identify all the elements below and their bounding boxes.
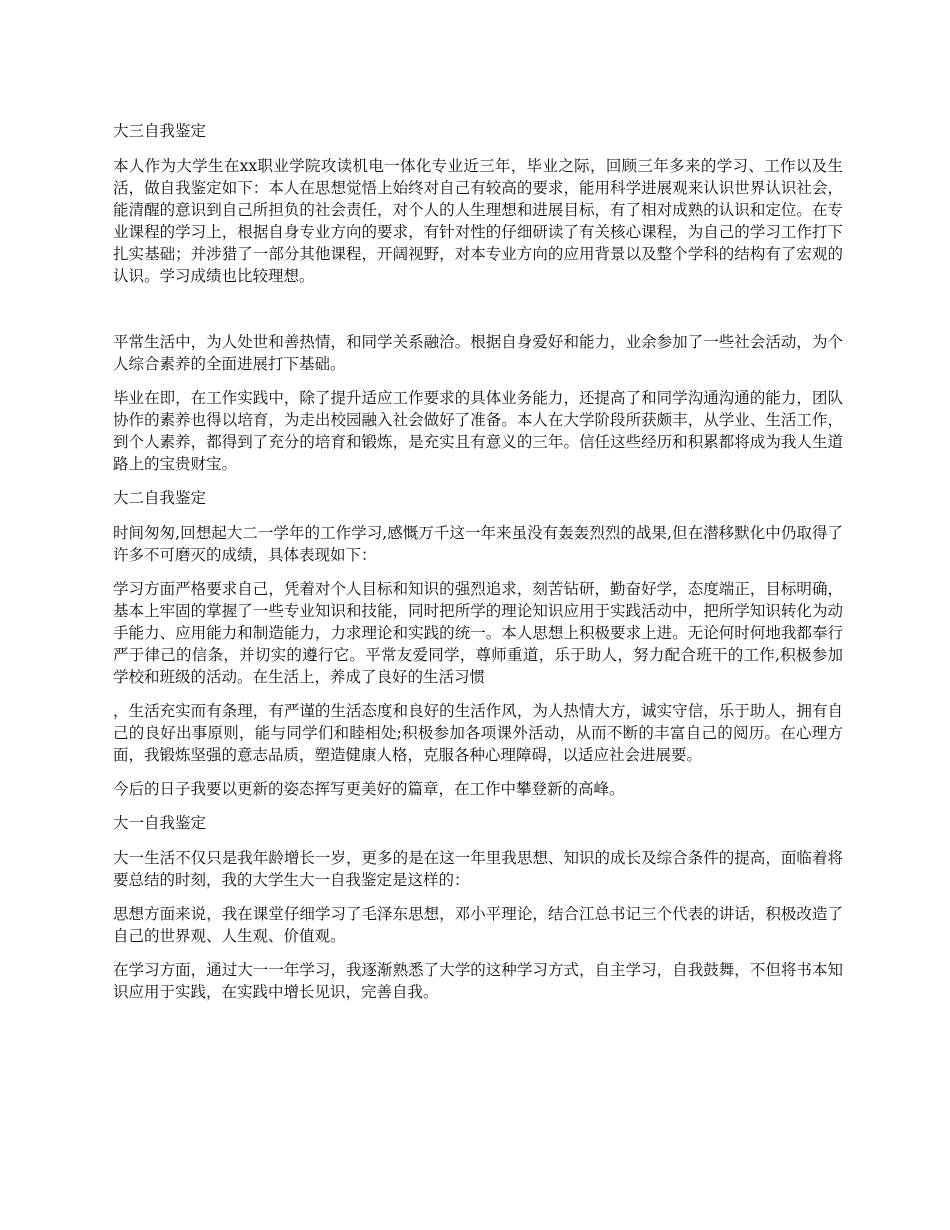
paragraph: 大一生活不仅只是我年龄增长一岁，更多的是在这一年里我思想、知识的成长及综合条件的提高，面临着将要总结的时刻，我的大学生大一自我鉴定是这样的： [113, 849, 843, 889]
paragraph: 学习方面严格要求自己，凭着对个人目标和知识的强烈追求，刻苦钻研，勤奋好学，态度端正，目标明确，基本上牢固的掌握了一些专业知识和技能，同时把所学的理论知识应用于实践活动中，把所学知识转化为动手能力、应用能力和制造能力，力求理论和实践的统一。本人思想上积极要求上进。无论何时何地我都奉行严于律己的信条，并切实的遵行它。平常友爱同学，尊师重道，乐于助人，努力配合班干的工作,积极参加学校和班级的活动。在生活上，养成了良好的生活习惯 [113, 580, 843, 686]
section-heading-senior-year: 大三自我鉴定 [113, 122, 207, 140]
paragraph: 思想方面来说，我在课堂仔细学习了毛泽东思想，邓小平理论，结合江总书记三个代表的讲话，积极改造了自己的世界观、人生观、价值观。 [113, 905, 843, 945]
section-heading-freshman-year: 大一自我鉴定 [113, 814, 207, 832]
paragraph: 时间匆匆,回想起大二一学年的工作学习,感慨万千这一年来虽没有轰轰烈烈的战果,但在潜移默化中仍取得了许多不可磨灭的成绩，具体表现如下： [113, 524, 843, 564]
paragraph: 今后的日子我要以更新的姿态挥写更美好的篇章，在工作中攀登新的高峰。 [113, 780, 625, 798]
paragraph: 本人作为大学生在xx职业学院攻读机电一体化专业近三年，毕业之际，回顾三年多来的学习、工作以及生活，做自我鉴定如下：本人在思想觉悟上始终对自己有较高的要求，能用科学进展观来认识世界认识社会，能清醒的意识到自己所担负的社会责任，对个人的人生理想和进展目标，有了相对成熟的认识和定位。在专业课程的学习上，根据自身专业方向的要求，有针对性的仔细研读了有关核心课程，为自己的学习工作打下扎实基础；并涉猎了一部分其他课程，开阔视野，对本专业方向的应用背景以及整个学科的结构有了宏观的认识。学习成绩也比较理想。 [113, 157, 843, 285]
paragraph: 毕业在即，在工作实践中，除了提升适应工作要求的具体业务能力，还提高了和同学沟通沟通的能力，团队协作的素养也得以培育，为走出校园融入社会做好了准备。本人在大学阶段所获颇丰，从学业、生活工作，到个人素养，都得到了充分的培育和锻炼，是充实且有意义的三年。信任这些经历和积累都将成为我人生道路上的宝贵财宝。 [113, 389, 843, 473]
paragraph: ，生活充实而有条理，有严谨的生活态度和良好的生活作风，为人热情大方，诚实守信，乐于助人，拥有自己的良好出事原则，能与同学们和睦相处;积极参加各项课外活动，从而不断的丰富自己的阅历。在心理方面，我锻炼坚强的意志品质，塑造健康人格，克服各种心理障碍，以适应社会进展要。 [113, 702, 843, 764]
paragraph: 平常生活中，为人处世和善热情，和同学关系融洽。根据自身爱好和能力，业余参加了一些社会活动，为个人综合素养的全面进展打下基础。 [113, 333, 843, 373]
document-body [113, 120, 843, 1015]
paragraph: 在学习方面，通过大一一年学习，我逐渐熟悉了大学的这种学习方式，自主学习，自我鼓舞，不但将书本知识应用于实践，在实践中增长见识，完善自我。 [113, 961, 843, 1001]
section-heading-sophomore-year: 大二自我鉴定 [113, 489, 207, 507]
